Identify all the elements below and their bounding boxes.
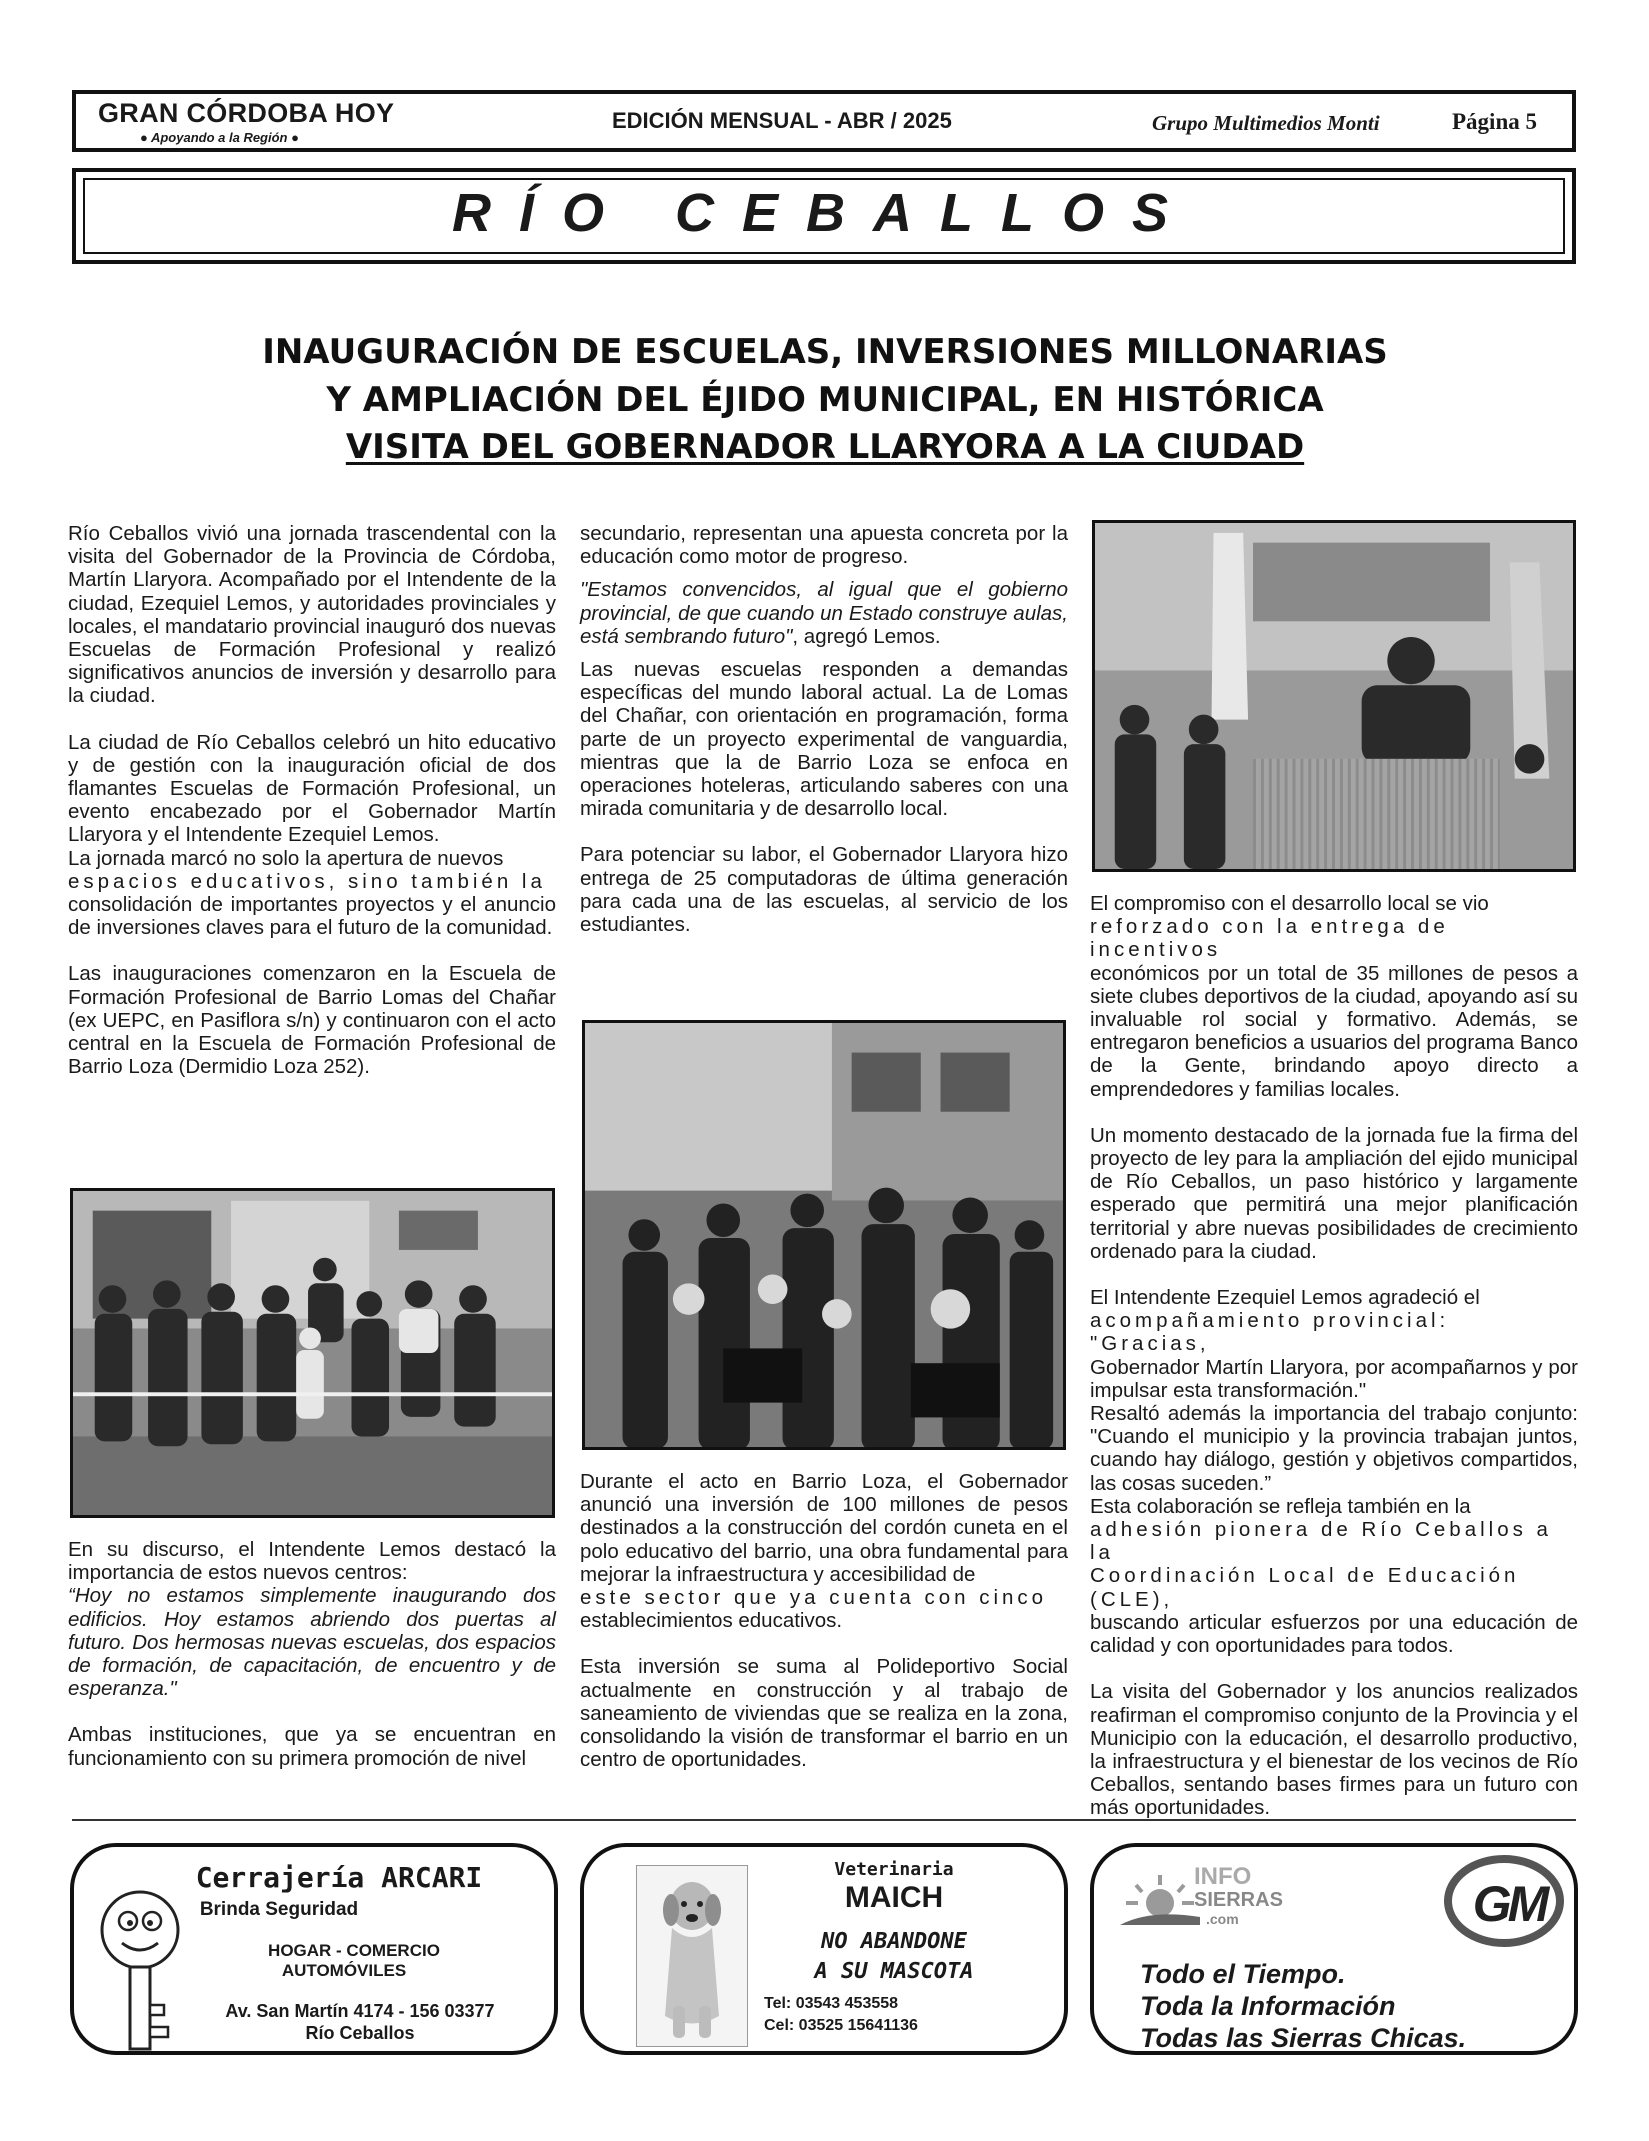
- article-column-2: [580, 522, 1068, 936]
- ad-infosierras[interactable]: [1090, 1843, 1578, 2055]
- article-column-1: [68, 522, 556, 1078]
- paragraph: secundario, representan una apuesta concreta por la educación como motor de progreso.: [580, 522, 1068, 569]
- ad-cerrajeria-tagline: Brinda Seguridad: [199, 1899, 359, 1920]
- article-column-2-cont: [580, 1470, 1068, 1771]
- ad-infosierras-line-2: Toda la Información: [1140, 1991, 1396, 2021]
- paragraph: consolidación de importantes proyectos y el anuncio de inversiones claves para el futuro de la comunidad.: [68, 893, 556, 940]
- paragraph: En su discurso, el Intendente Lemos destacó la importancia de estos nuevos centros:: [68, 1538, 556, 1585]
- paragraph: acompañamiento provincial: "Gracias,: [1090, 1309, 1450, 1356]
- footer-divider: [72, 1819, 1576, 1821]
- paragraph: Esta inversión se suma al Polideportivo Social actualmente en construcción y al trabajo de saneamiento de viviendas que se realiza en la zona, consolidando la visión de transformar el barrio en un centro de oportunidades.: [580, 1655, 1068, 1772]
- ad-cerrajeria-city: Río Ceballos: [305, 2023, 415, 2043]
- paragraph: Las inauguraciones comenzaron en la Escuela de Formación Profesional de Barrio Lomas del Chañar (ex UEPC, en Pasiflora s/n) y continuaron con el acto central en la Escuela de Formación Profesional de Barrio Loza (Dermidio Loza 252).: [68, 962, 556, 1079]
- paragraph: adhesión pionera de Río Ceballos a la: [1090, 1518, 1552, 1565]
- paragraph: económicos por un total de 35 millones de pesos a siete clubes deportivos de la ciudad, apoyando así su invaluable rol social y formativo. Además, se entregaron beneficios a usuarios del programa Banco de la Gente, brindando apoyo directo a emprendedores y familias locales.: [1090, 961, 1578, 1101]
- paragraph: Gobernador Martín Llaryora, por acompañarnos y por impulsar esta transformación.": [1090, 1355, 1578, 1402]
- ad-infosierras-line-1: Todo el Tiempo.: [1140, 1959, 1346, 1989]
- ad-veterinaria-slogan-1: NO ABANDONE: [821, 1929, 967, 1954]
- paragraph: este sector que ya cuenta con cinco: [580, 1586, 1048, 1610]
- headline-line-2: Y AMPLIACIÓN DEL ÉJIDO MUNICIPAL, EN HISTÓRICA: [326, 380, 1324, 420]
- paragraph: espacios educativos, sino también la: [68, 869, 546, 893]
- paragraph: El compromiso con el desarrollo local se vio: [1090, 892, 1489, 915]
- paragraph: La ciudad de Río Ceballos celebró un hito educativo y de gestión con la inauguración oficial de dos flamantes Escuelas de Formación Profesional, un evento encabezado por el Gobernador Martín Llaryora y el Intendente Ezequiel Lemos.: [68, 730, 556, 847]
- paragraph: Un momento destacado de la jornada fue la firma del proyecto de ley para la ampliación del ejido municipal de Río Ceballos, un paso histórico y largamente esperado que permitirá una mejor planificación territorial y abre nuevas posibilidades de crecimiento ordenado para la ciudad.: [1090, 1123, 1578, 1263]
- quote-paragraph: [580, 578, 1068, 648]
- dog-icon: [637, 1866, 747, 2046]
- ad-cerrajeria[interactable]: [70, 1843, 558, 2055]
- paragraph: El Intendente Ezequiel Lemos agradeció el: [1090, 1286, 1480, 1310]
- paragraph: Para potenciar su labor, el Gobernador Llaryora hizo entrega de 25 computadoras de última generación para cada una de las escuelas, al servicio de los estudiantes.: [580, 843, 1068, 937]
- paragraph: Esta colaboración se refleja también en la: [1090, 1494, 1471, 1518]
- group-name: Grupo Multimedios Monti: [1152, 111, 1380, 135]
- ad-infosierras-logo-1: INFO: [1194, 1863, 1252, 1890]
- headline-line-3: VISITA DEL GOBERNADOR LLARYORA A LA CIUDAD: [345, 427, 1305, 467]
- paragraph: establecimientos educativos.: [580, 1609, 843, 1633]
- paragraph: Ambas instituciones, que ya se encuentran en funcionamiento con su primera promoción de nivel: [68, 1723, 556, 1770]
- paragraph: reforzado con la entrega de incentivos: [1090, 915, 1449, 962]
- section-title: RÍO CEBALLOS: [451, 183, 1196, 243]
- ad-cerrajeria-services-2: AUTOMÓVILES: [281, 1961, 407, 1980]
- paragraph: Durante el acto en Barrio Loza, el Gobernador anunció una inversión de 100 millones de pesos destinados a la construcción del cordón cuneta en el polo educativo del barrio, una obra fundamental para mejorar la infraestructura y accesibilidad de: [580, 1470, 1068, 1586]
- ad-infosierras-line-3: Todas las Sierras Chicas.: [1140, 2023, 1467, 2053]
- ad-veterinaria-name: MAICH: [844, 1881, 944, 1914]
- paragraph: La jornada marcó no solo la apertura de nuevos: [68, 846, 504, 870]
- quote: “Hoy no estamos simplemente inaugurando dos edificios. Hoy estamos abriendo dos puertas al futuro. Dos hermosas nuevas escuelas, dos espacios de formación, de capacitación, de encuentro y de esperanza.": [68, 1584, 556, 1701]
- ad-infosierras-logo-2: SIERRAS: [1194, 1889, 1283, 1911]
- ad-cerrajeria-services: HOGAR - COMERCIO: [268, 1941, 440, 1960]
- paragraph: buscando articular esfuerzos por una educación de calidad y con oportunidades para todos.: [1090, 1610, 1578, 1658]
- paragraph: Coordinación Local de Educación (CLE),: [1090, 1564, 1520, 1611]
- ad-veterinaria[interactable]: [580, 1843, 1068, 2055]
- paragraph: Resaltó además la importancia del trabajo conjunto: "Cuando el municipio y la provincia trabajan juntos, cuando hay diálogo, gestión y objetivos compartidos, las cosas suceden.”: [1090, 1402, 1578, 1495]
- edition-label: EDICIÓN MENSUAL - ABR / 2025: [612, 108, 952, 133]
- ad-gm-logo: GM: [1472, 1876, 1546, 1932]
- ad-cerrajeria-address: Av. San Martín 4174 - 156 03377: [225, 2001, 495, 2021]
- publication-slogan: ● Apoyando a la Región ●: [140, 130, 299, 145]
- headline-line-1: INAUGURACIÓN DE ESCUELAS, INVERSIONES MILLONARIAS: [262, 332, 1388, 372]
- quote: "Estamos convencidos, al igual que el gobierno provincial, de que cuando un Estado construye aulas, está sembrando futuro": [580, 578, 1068, 648]
- ribbon-cutting-photo: [70, 1188, 555, 1518]
- quote-attribution: , agregó Lemos.: [792, 624, 941, 648]
- page-number: Página 5: [1452, 109, 1537, 134]
- article-column-1-cont: [68, 1538, 556, 1770]
- dog-photo: [636, 1865, 748, 2047]
- paragraph: Río Ceballos vivió una jornada trascendental con la visita del Gobernador de la Provincia de Córdoba, Martín Llaryora. Acompañado por el Intendente de la ciudad, Ezequiel Lemos, y autoridades provinciales y locales, el mandatario provincial inauguró dos nuevas Escuelas de Formación Profesional y realizó significativos anuncios de inversión y desarrollo para la ciudad.: [68, 522, 556, 708]
- ad-veterinaria-label: Veterinaria: [834, 1859, 954, 1880]
- ad-veterinaria-tel: Tel: 03543 453558: [764, 1995, 899, 2012]
- sun-mountain-icon: [1120, 1873, 1200, 1925]
- paragraph: La visita del Gobernador y los anuncios realizados reafirman el compromiso conjunto de la Provincia y el Municipio con la educación, el desarrollo productivo, la infraestructura y el bienestar de los vecinos de Río Ceballos, sentando bases firmes para un futuro con más oportunidades.: [1090, 1680, 1578, 1820]
- article-column-3: [1090, 892, 1578, 1820]
- ad-cerrajeria-name: Cerrajería ARCARI: [195, 1861, 483, 1894]
- computers-delivery-photo: [582, 1020, 1066, 1450]
- paragraph: Las nuevas escuelas responden a demandas específicas del mundo laboral actual. La de Lomas del Chañar, con orientación en programación, forma parte de un proyecto experimental de vanguardia, mientras que la de Barrio Loza se enfoca en operaciones hoteleras, articulando saberes con una mirada comunitaria y de desarrollo local.: [580, 658, 1068, 821]
- publication-name: GRAN CÓRDOBA HOY: [98, 98, 395, 128]
- ad-veterinaria-slogan-2: A SU MASCOTA: [814, 1959, 974, 1984]
- ad-infosierras-logo-3: .com: [1206, 1911, 1239, 1927]
- governor-speech-photo: [1092, 520, 1576, 872]
- ad-veterinaria-cel: Cel: 03525 15641136: [764, 2017, 918, 2034]
